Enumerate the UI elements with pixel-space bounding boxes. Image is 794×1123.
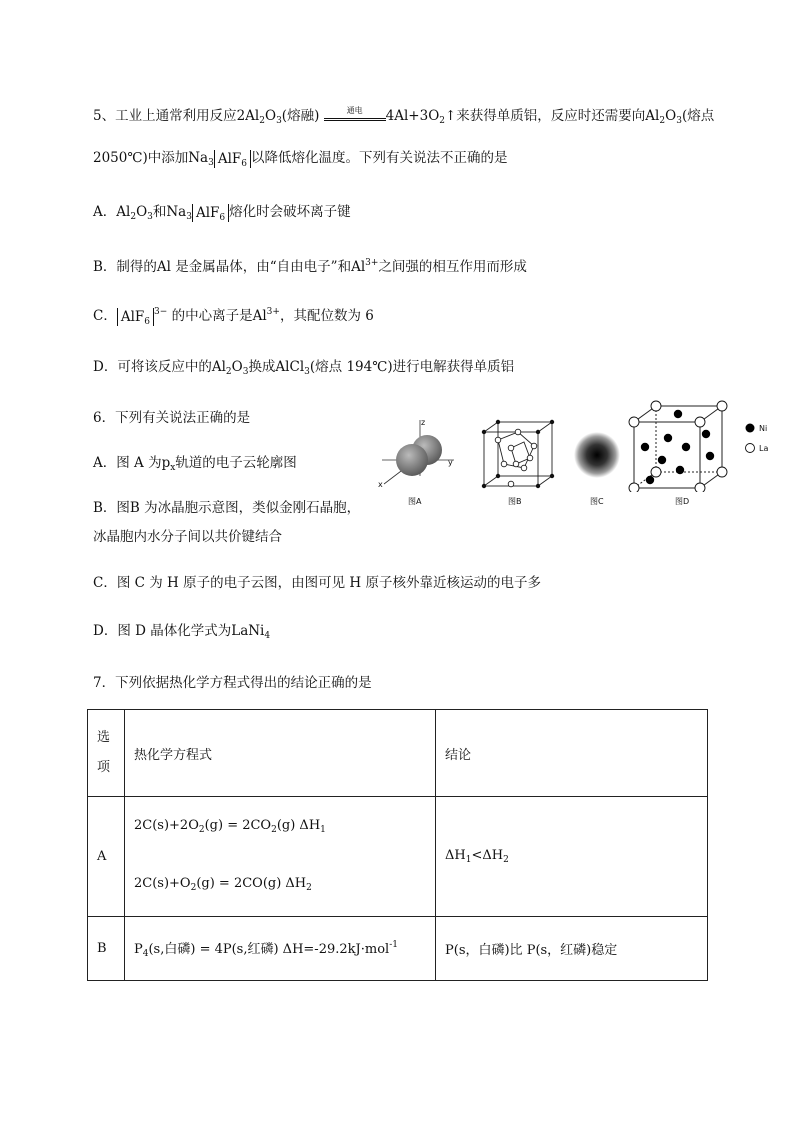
row-a-option: A — [88, 797, 125, 917]
row-a-equations: $2C(s)+2O_2(g) = 2CO_2(g)$ $\Delta H_1$ $2C(s)+O_2(g) = 2CO(g)$ $\Delta H_2$ — [125, 797, 436, 917]
axis-y-label: y — [448, 458, 453, 467]
fig-c-caption: 图C — [590, 497, 604, 506]
table-row-a — [88, 797, 708, 917]
reaction-condition-arrow: 通电 — [324, 110, 386, 124]
row-b-option: B — [88, 917, 125, 981]
q5-line2: 2050℃)中添加$Na_3$ AlF$_6$ 以降低熔化温度。下列有关说法不正确的是 — [93, 150, 508, 169]
table-row-b — [88, 917, 708, 981]
ni-legend-dot — [744, 422, 756, 434]
fig-a-caption: 图A — [408, 497, 422, 506]
q6-figures — [372, 400, 772, 515]
q5-option-d: D．可将该反应中的$Al_2O_3$换成AlCl$_3$(熔点 194℃)进行电解获得单质铝 — [93, 359, 515, 377]
axis-z-label: z — [421, 418, 426, 427]
q6-option-b-line2: 冰晶胞内水分子间以共价键结合 — [93, 529, 282, 545]
q5-option-b: B．制得的Al 是金属晶体，由“自由电子”和$Al^{3+}$之间强的相互作用而形成 — [93, 258, 527, 275]
q6-option-b-line1: B．图B 为冰晶胞示意图，类似金刚石晶胞， — [93, 500, 361, 516]
fig-b-caption: 图B — [508, 497, 522, 506]
q6-option-c: C．图 C 为 H 原子的电子云图，由图可见 H 原子核外靠近核运动的电子多 — [93, 575, 541, 591]
header-equation: 热化学方程式 — [125, 710, 436, 797]
electron-cloud-diagram — [572, 430, 622, 480]
table-header-row — [88, 710, 708, 797]
q6-stem: 6．下列有关说法正确的是 — [93, 410, 251, 426]
ni-legend-label: Ni — [759, 424, 768, 433]
q6-option-a: A．图 A 为$p_x$轨道的电子云轮廓图 — [93, 455, 297, 473]
la-legend-dot — [744, 442, 756, 454]
q5-line1: 5、工业上通常利用反应$2Al_2O_3$(熔融) 通电 $4Al+3O_2↑$来获得单质铝，反应时还需要向$Al_2O_3$(熔点 — [93, 105, 715, 126]
header-conclusion: 结论 — [436, 710, 708, 797]
q5-option-c: C． AlF$_6^{3-}$ 的中心离子是$Al^{3+}$，其配位数为 6 — [93, 307, 374, 327]
row-b-equation: $P_4(s$,白磷) = 4P(s,红磷) ΔH=-29.2kJ·mol$^{-1}$ — [125, 917, 436, 981]
q5-option-a: A．$Al_2O_3$和$Na_3$ AlF$_6$ 熔化时会破坏离子键 — [93, 204, 351, 223]
p-orbital-diagram — [372, 416, 462, 491]
q6-option-d: D．图 D 晶体化学式为LaNi$_4$ — [93, 623, 271, 641]
row-a-conclusion: $\Delta H_1<\Delta H_2$ — [436, 797, 708, 917]
lani-crystal-cell-diagram — [628, 400, 728, 492]
row-b-conclusion: P(s，白磷)比 P(s，红磷)稳定 — [436, 917, 708, 981]
la-legend-label: La — [759, 444, 769, 453]
header-option: 选 项 — [88, 710, 125, 797]
fig-d-caption: 图D — [675, 497, 690, 506]
thermochemistry-table — [87, 709, 708, 981]
ice-crystal-cell-diagram — [478, 418, 558, 490]
axis-x-label: x — [378, 480, 383, 489]
q7-stem: 7．下列依据热化学方程式得出的结论正确的是 — [93, 675, 372, 691]
